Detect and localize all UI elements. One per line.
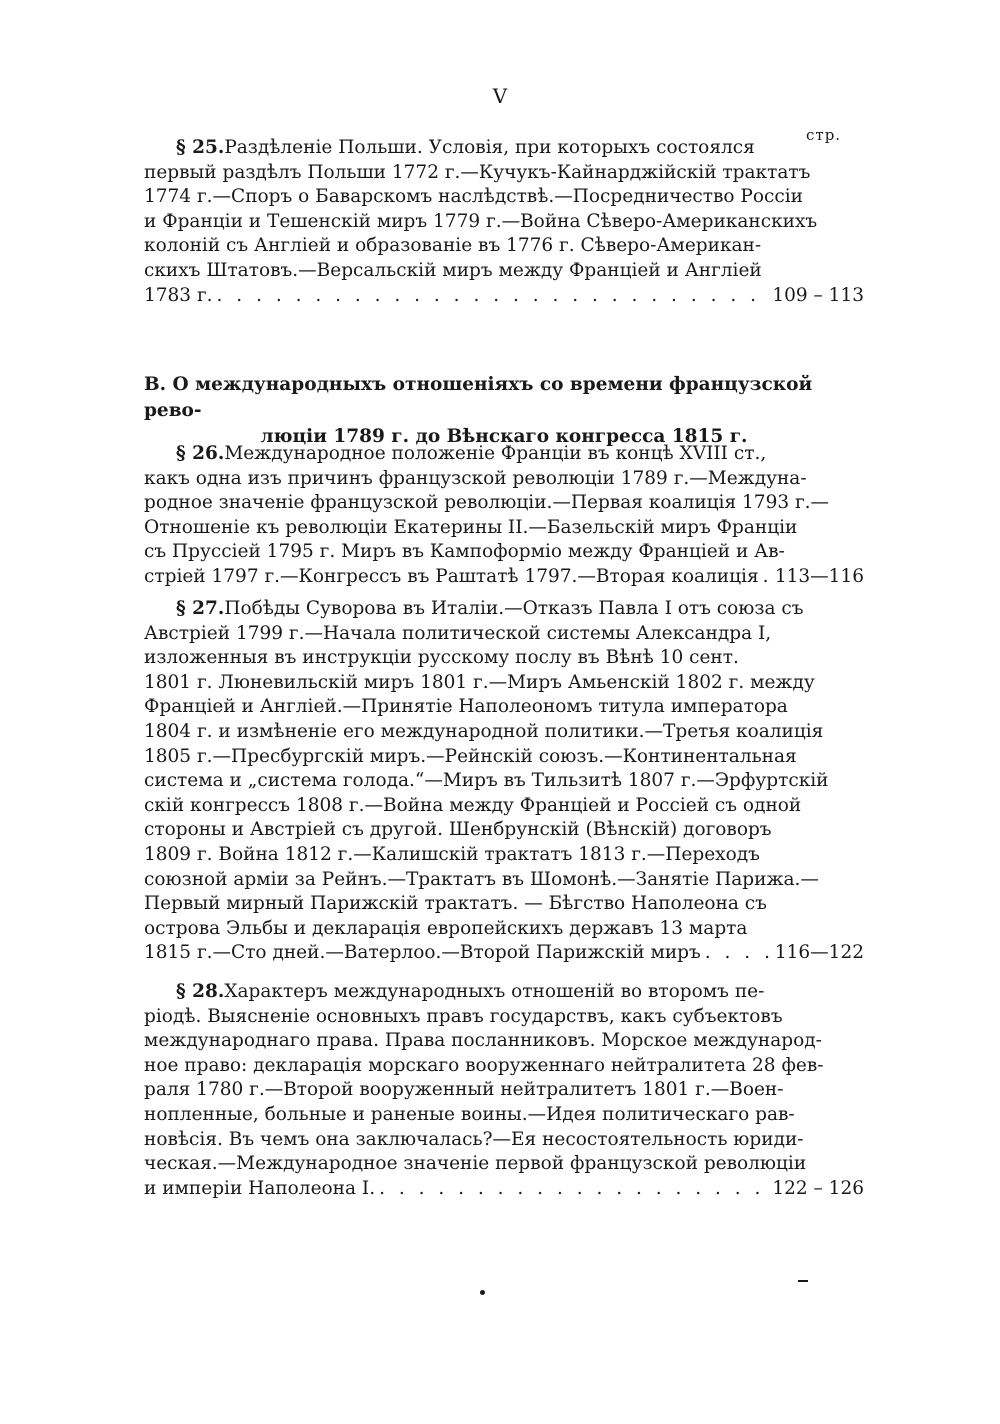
- entry-line: стороны и Австріей съ другой. Шенбрунскій (Вѣнскій) договоръ: [144, 819, 772, 841]
- section-title: Побѣды Суворова въ Италіи.—Отказъ Павла I отъ союза съ: [224, 598, 804, 619]
- page-number: V: [492, 84, 508, 108]
- toc-entry-26: [144, 442, 864, 590]
- chapter-heading-line-1: В. О международныхъ отношеніяхъ со времени французской рево-: [144, 374, 813, 421]
- entry-line: и Франціи и Тешенскій миръ 1779 г.—Война Сѣверо-Американскихъ: [144, 210, 818, 232]
- print-speck: [798, 1280, 808, 1282]
- entry-line: Первый мирный Парижскій трактатъ. — Бѣгство Наполеона съ: [144, 893, 767, 915]
- section-title: Характеръ международныхъ отношеній во второмъ пе-: [224, 981, 765, 1002]
- print-speck: [480, 1290, 485, 1295]
- entry-line: скій конгрессъ 1808 г.—Война между Франціей и Россіей съ одной: [144, 794, 802, 816]
- entry-line: система и „система голода.“—Миръ въ Тильзитѣ 1807 г.—Эрфуртскій: [144, 770, 829, 792]
- entry-line: нопленные, больные и раненые воины.—Идея политическаго рав-: [144, 1103, 795, 1125]
- section-number: § 25.: [176, 137, 225, 158]
- dot-leader: [705, 941, 771, 966]
- chapter-heading-line-2: люціи 1789 г. до Вѣнскаго конгресса 1815 г.: [260, 426, 748, 447]
- entry-line: 1783 г.: [144, 284, 213, 306]
- section-number: § 27.: [176, 598, 225, 619]
- page-range: 109 – 113: [772, 284, 864, 306]
- entry-line: родное значеніе французской революціи.—Первая коалиція 1793 г.—: [144, 492, 830, 514]
- entry-last-line: [144, 1177, 864, 1202]
- entry-line: [144, 597, 804, 622]
- pages-column-header: стр.: [806, 126, 842, 144]
- entry-last-line: [144, 941, 864, 966]
- entry-last-line: [144, 284, 864, 309]
- entry-line: первый раздѣлъ Польши 1772 г.—Кучукъ-Кайнарджійскій трактатъ: [144, 161, 811, 183]
- page-range: 116—122: [774, 942, 864, 964]
- entry-line: 1805 г.—Пресбургскій миръ.—Рейнскій союзъ.—Континентальная: [144, 745, 797, 767]
- section-title: Международное положеніе Франціи въ концѣ XVIII ст.,: [224, 443, 767, 464]
- entry-line: съ Пруссіей 1795 г. Миръ въ Кампоформіо между Франціей и Ав-: [144, 541, 785, 563]
- entry-line: 1804 г. и измѣненіе его международной политики.—Третья коалиція: [144, 720, 824, 742]
- entry-line: раля 1780 г.—Второй вооруженный нейтралитетъ 1801 г.—Воен-: [144, 1079, 784, 1101]
- entry-line: ріодѣ. Выясненіе основныхъ правъ государствъ, какъ субъектовъ: [144, 1005, 783, 1027]
- page-range: 113—116: [774, 565, 864, 587]
- entry-line: скихъ Штатовъ.—Версальскій миръ между Франціей и Англіей: [144, 259, 762, 281]
- entry-line: 1809 г. Война 1812 г.—Калишскій трактатъ 1813 г.—Переходъ: [144, 843, 760, 865]
- section-number: § 26.: [176, 443, 225, 464]
- dot-leader: [379, 1177, 768, 1202]
- entry-line: [144, 980, 780, 1005]
- entry-line: стріей 1797 г.—Конгрессъ въ Раштатѣ 1797.—Вторая коалиція: [144, 565, 759, 587]
- entry-line: 1801 г. Люневильскій миръ 1801 г.—Миръ Амьенскій 1802 г. между: [144, 671, 815, 693]
- toc-entry-28: [144, 980, 864, 1201]
- toc-entry-27: [144, 597, 864, 966]
- entry-line: международнаго права. Права посланниковъ. Морское международ-: [144, 1030, 822, 1052]
- dot-leader: [763, 565, 771, 590]
- section-number: § 28.: [176, 981, 225, 1002]
- dot-leader: [217, 284, 769, 309]
- entry-line: Австріей 1799 г.—Начала политической системы Александра I,: [144, 622, 772, 644]
- page-range: 122 – 126: [772, 1177, 864, 1199]
- entry-line: ное право: декларація морскаго вооруженнаго нейтралитета 28 фев-: [144, 1054, 824, 1076]
- entry-line: новѣсія. Въ чемъ она заключалась?—Ея несостоятельность юриди-: [144, 1128, 804, 1150]
- entry-line: союзной арміи за Рейнъ.—Трактатъ въ Шомонѣ.—Занятіе Парижа.—: [144, 868, 819, 890]
- entry-line: колоній съ Англіей и образованіе въ 1776 г. Сѣверо-Американ-: [144, 235, 762, 257]
- entry-line: 1815 г.—Сто дней.—Ватерлоо.—Второй Парижскій миръ: [144, 942, 701, 964]
- toc-entry-25: [144, 136, 864, 308]
- entry-line: Отношеніе къ революціи Екатерины II.—Базельскій миръ Франціи: [144, 516, 798, 538]
- chapter-heading: [144, 372, 864, 450]
- entry-line: 1774 г.—Споръ о Баварскомъ наслѣдствѣ.—Посредничество Россіи: [144, 186, 803, 208]
- entry-line: острова Эльбы и декларація европейскихъ державъ 13 марта: [144, 917, 748, 939]
- entry-line: [144, 136, 780, 161]
- entry-line: Франціей и Англіей.—Принятіе Наполеономъ титула императора: [144, 696, 788, 718]
- entry-line: [144, 442, 780, 467]
- entry-line: ческая.—Международное значеніе первой французской революціи: [144, 1153, 807, 1175]
- entry-line: изложенныя въ инструкціи русскому послу въ Вѣнѣ 10 сент.: [144, 647, 739, 669]
- section-title: Раздѣленіе Польши. Условія, при которыхъ состоялся: [224, 137, 755, 158]
- entry-last-line: [144, 565, 864, 590]
- entry-line: какъ одна изъ причинъ французской революціи 1789 г.—Междуна-: [144, 467, 807, 489]
- entry-line: и имперіи Наполеона I.: [144, 1177, 376, 1199]
